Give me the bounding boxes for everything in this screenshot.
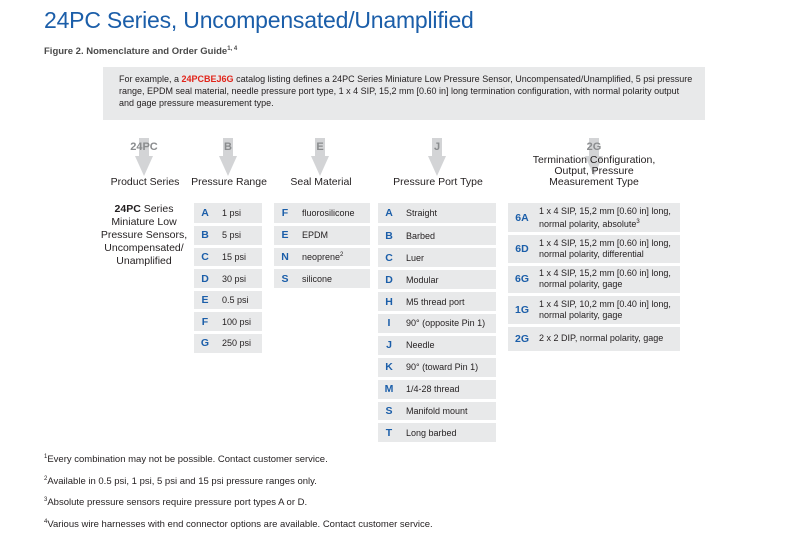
footnote xyxy=(44,516,433,538)
port-type-code: T xyxy=(378,422,400,444)
pressure-range-code: C xyxy=(194,246,216,268)
port-type-code: S xyxy=(378,400,400,422)
pressure-range-value-text: 0.5 psi xyxy=(222,295,249,306)
port-type-row xyxy=(378,225,496,247)
port-type-table xyxy=(378,203,496,445)
term-heading-line2: Output, Pressure xyxy=(554,165,634,177)
seal-material-row xyxy=(274,203,370,225)
port-type-row xyxy=(378,422,496,444)
footnote xyxy=(44,494,433,516)
seal-arrow-icon xyxy=(311,156,329,176)
seal-material-value-text: neoprene xyxy=(302,251,341,262)
port-type-value-text: 1/4-28 thread xyxy=(406,384,460,395)
footnote-number: 1 xyxy=(44,454,48,460)
port-type-code: K xyxy=(378,356,400,378)
port-type-code: J xyxy=(378,334,400,356)
footnote-number: 2 xyxy=(44,475,48,482)
port-type-row xyxy=(378,269,496,291)
port-type-value xyxy=(400,291,496,313)
seal-material-row xyxy=(274,225,370,247)
seal-heading: Seal Material xyxy=(290,176,352,188)
figure-caption xyxy=(44,46,237,57)
figure-caption-text: Figure 2. Nomenclature and Order Guide xyxy=(44,46,228,58)
termination-value xyxy=(536,295,680,326)
pressure-range-row xyxy=(194,333,262,355)
footnote xyxy=(44,473,433,495)
footnote-text: Every combination may not be possible. Contact customer service. xyxy=(47,454,328,466)
pressure-range-row xyxy=(194,311,262,333)
seal-material-value xyxy=(296,268,370,290)
footnote xyxy=(44,451,433,473)
termination-code: 6D xyxy=(508,234,536,265)
port-type-code: C xyxy=(378,247,400,269)
termination-row xyxy=(508,325,680,352)
pressure-range-code: D xyxy=(194,268,216,290)
termination-line2 xyxy=(539,279,680,290)
termination-line1: 1 x 4 SIP, 10,2 mm [0.40 in] long, xyxy=(539,298,671,309)
termination-line1: 1 x 4 SIP, 15,2 mm [0.60 in] long, xyxy=(539,237,671,248)
seal-material-value-text: EPDM xyxy=(302,230,329,241)
termination-line2 xyxy=(539,310,680,321)
port-heading: Pressure Port Type xyxy=(393,176,483,188)
pressure-range-value xyxy=(216,289,262,311)
port-type-row xyxy=(378,356,496,378)
pressure-range-value xyxy=(216,333,262,355)
product-desc-rest: Series Miniature Low Pressure Sensors, Uncompensated/ Unamplified xyxy=(100,203,188,267)
pressure-range-value xyxy=(216,268,262,290)
termination-value xyxy=(536,234,680,265)
termination-line2-text: normal polarity, gage xyxy=(539,309,623,320)
termination-line2-text: normal polarity, gage xyxy=(539,279,623,290)
port-type-value xyxy=(400,269,496,291)
port-type-value xyxy=(400,247,496,269)
termination-line1: 2 x 2 DIP, normal polarity, gage xyxy=(539,333,664,343)
seal-material-value-sup: 2 xyxy=(340,251,344,258)
range-letter: B xyxy=(224,141,232,153)
seal-material-code: N xyxy=(274,246,296,268)
termination-line1: 1 x 4 SIP, 15,2 mm [0.60 in] long, xyxy=(539,205,671,216)
product-heading: Product Series xyxy=(110,176,180,188)
pressure-range-row xyxy=(194,289,262,311)
port-type-value-text: M5 thread port xyxy=(406,296,465,307)
termination-line2-text: normal polarity, absolute xyxy=(539,218,637,229)
product-letter: 24PC xyxy=(130,141,158,153)
footnotes xyxy=(44,451,433,537)
pressure-range-value-text: 30 psi xyxy=(222,273,247,284)
footnote-text: Various wire harnesses with end connector options are available. Contact customer service. xyxy=(47,518,433,530)
port-type-value-text: Modular xyxy=(406,274,439,285)
pressure-range-value xyxy=(216,203,262,225)
port-type-row xyxy=(378,334,496,356)
seal-material-row xyxy=(274,268,370,290)
term-heading-line3: Measurement Type xyxy=(549,176,639,188)
termination-line1: 1 x 4 SIP, 15,2 mm [0.60 in] long, xyxy=(539,268,671,279)
termination-row xyxy=(508,203,680,234)
port-letter: J xyxy=(433,141,441,153)
pressure-range-code: E xyxy=(194,289,216,311)
port-type-value xyxy=(400,378,496,400)
port-type-value-text: Luer xyxy=(406,252,425,263)
port-type-value xyxy=(400,334,496,356)
port-arrow-icon xyxy=(428,156,446,176)
term-heading xyxy=(514,155,674,188)
port-type-value xyxy=(400,312,496,334)
figure-caption-sup: 1, 4 xyxy=(227,46,238,52)
termination-table xyxy=(508,203,680,354)
pressure-range-row xyxy=(194,225,262,247)
pressure-range-value-text: 250 psi xyxy=(222,338,252,349)
port-type-value xyxy=(400,203,496,225)
example-prefix: For example, a xyxy=(119,74,182,84)
termination-row xyxy=(508,234,680,265)
seal-material-code: F xyxy=(274,203,296,225)
seal-material-value-text: fluorosilicone xyxy=(302,208,355,219)
termination-row xyxy=(508,264,680,295)
footnote-number: 3 xyxy=(44,497,48,503)
footnote-number: 4 xyxy=(44,518,48,525)
termination-code: 6G xyxy=(508,264,536,295)
port-type-code: B xyxy=(378,225,400,247)
termination-line2-text: normal polarity, differential xyxy=(539,248,644,259)
seal-material-value xyxy=(296,246,370,268)
range-arrow-icon xyxy=(219,156,237,176)
seal-material-row xyxy=(274,246,370,268)
pressure-range-value-text: 5 psi xyxy=(222,230,242,241)
pressure-range-code: B xyxy=(194,225,216,247)
port-type-row xyxy=(378,400,496,422)
termination-sup: 3 xyxy=(636,218,640,225)
termination-value xyxy=(536,325,680,352)
pressure-range-code: G xyxy=(194,333,216,355)
port-type-value-text: Manifold mount xyxy=(406,405,468,416)
pressure-range-value xyxy=(216,311,262,333)
port-type-code: A xyxy=(378,203,400,225)
pressure-range-table xyxy=(194,203,262,356)
seal-material-table xyxy=(274,203,370,291)
seal-material-value-text: silicone xyxy=(302,273,333,284)
port-type-code: I xyxy=(378,312,400,334)
port-type-value xyxy=(400,225,496,247)
example-suffix: catalog listing defines a 24PC Series Miniature Low Pressure Sensor, Uncompensated/Unamplified, 5 psi pressure range, EPDM seal material, needle pressure port type, 1 x 4 SIP, 15,2 mm [0.60 in] long termination configuration, with normal polarity output and gage pressure measurement type. xyxy=(119,74,693,108)
product-description xyxy=(92,203,196,268)
termination-code: 1G xyxy=(508,295,536,326)
termination-value xyxy=(536,264,680,295)
product-desc-bold: 24PC xyxy=(114,203,141,215)
port-type-value xyxy=(400,422,496,444)
port-type-value-text: Long barbed xyxy=(406,427,457,438)
port-type-value xyxy=(400,400,496,422)
port-type-value-text: 90° (opposite Pin 1) xyxy=(406,318,486,329)
seal-material-value xyxy=(296,225,370,247)
termination-code: 6A xyxy=(508,203,536,234)
example-box xyxy=(103,67,705,120)
port-type-value xyxy=(400,356,496,378)
seal-material-code: S xyxy=(274,268,296,290)
page-title: 24PC Series, Uncompensated/Unamplified xyxy=(44,7,474,33)
pressure-range-value-text: 100 psi xyxy=(222,316,252,327)
pressure-range-code: F xyxy=(194,311,216,333)
port-type-value-text: Needle xyxy=(406,340,435,351)
termination-code: 2G xyxy=(508,325,536,352)
port-type-row xyxy=(378,378,496,400)
pressure-range-value-text: 15 psi xyxy=(222,251,247,262)
seal-letter: E xyxy=(316,141,324,153)
port-type-code: H xyxy=(378,291,400,313)
pressure-range-row xyxy=(194,203,262,225)
port-type-value-text: Barbed xyxy=(406,230,436,241)
termination-value xyxy=(536,203,680,234)
termination-line2 xyxy=(539,249,680,260)
port-type-row xyxy=(378,203,496,225)
port-type-code: D xyxy=(378,269,400,291)
footnote-text: Available in 0.5 psi, 1 psi, 5 psi and 15 psi pressure ranges only. xyxy=(47,475,317,487)
port-type-value-text: 90° (toward Pin 1) xyxy=(406,362,479,373)
product-arrow-icon xyxy=(135,156,153,176)
pressure-range-code: A xyxy=(194,203,216,225)
footnote-text: Absolute pressure sensors require pressure port types A or D. xyxy=(47,497,308,509)
pressure-range-row xyxy=(194,268,262,290)
port-type-code: M xyxy=(378,378,400,400)
seal-material-code: E xyxy=(274,225,296,247)
range-heading: Pressure Range xyxy=(191,176,267,188)
pressure-range-value-text: 1 psi xyxy=(222,208,242,219)
term-heading-line1: Termination Configuration, xyxy=(532,154,656,166)
termination-line2 xyxy=(539,217,680,230)
port-type-row xyxy=(378,247,496,269)
pressure-range-row xyxy=(194,246,262,268)
pressure-range-value xyxy=(216,246,262,268)
example-code: 24PCBEJ6G xyxy=(181,74,234,84)
term-letter: 2G xyxy=(586,141,602,153)
port-type-row xyxy=(378,312,496,334)
termination-row xyxy=(508,295,680,326)
port-type-row xyxy=(378,291,496,313)
pressure-range-value xyxy=(216,225,262,247)
port-type-value-text: Straight xyxy=(406,208,438,219)
seal-material-value xyxy=(296,203,370,225)
